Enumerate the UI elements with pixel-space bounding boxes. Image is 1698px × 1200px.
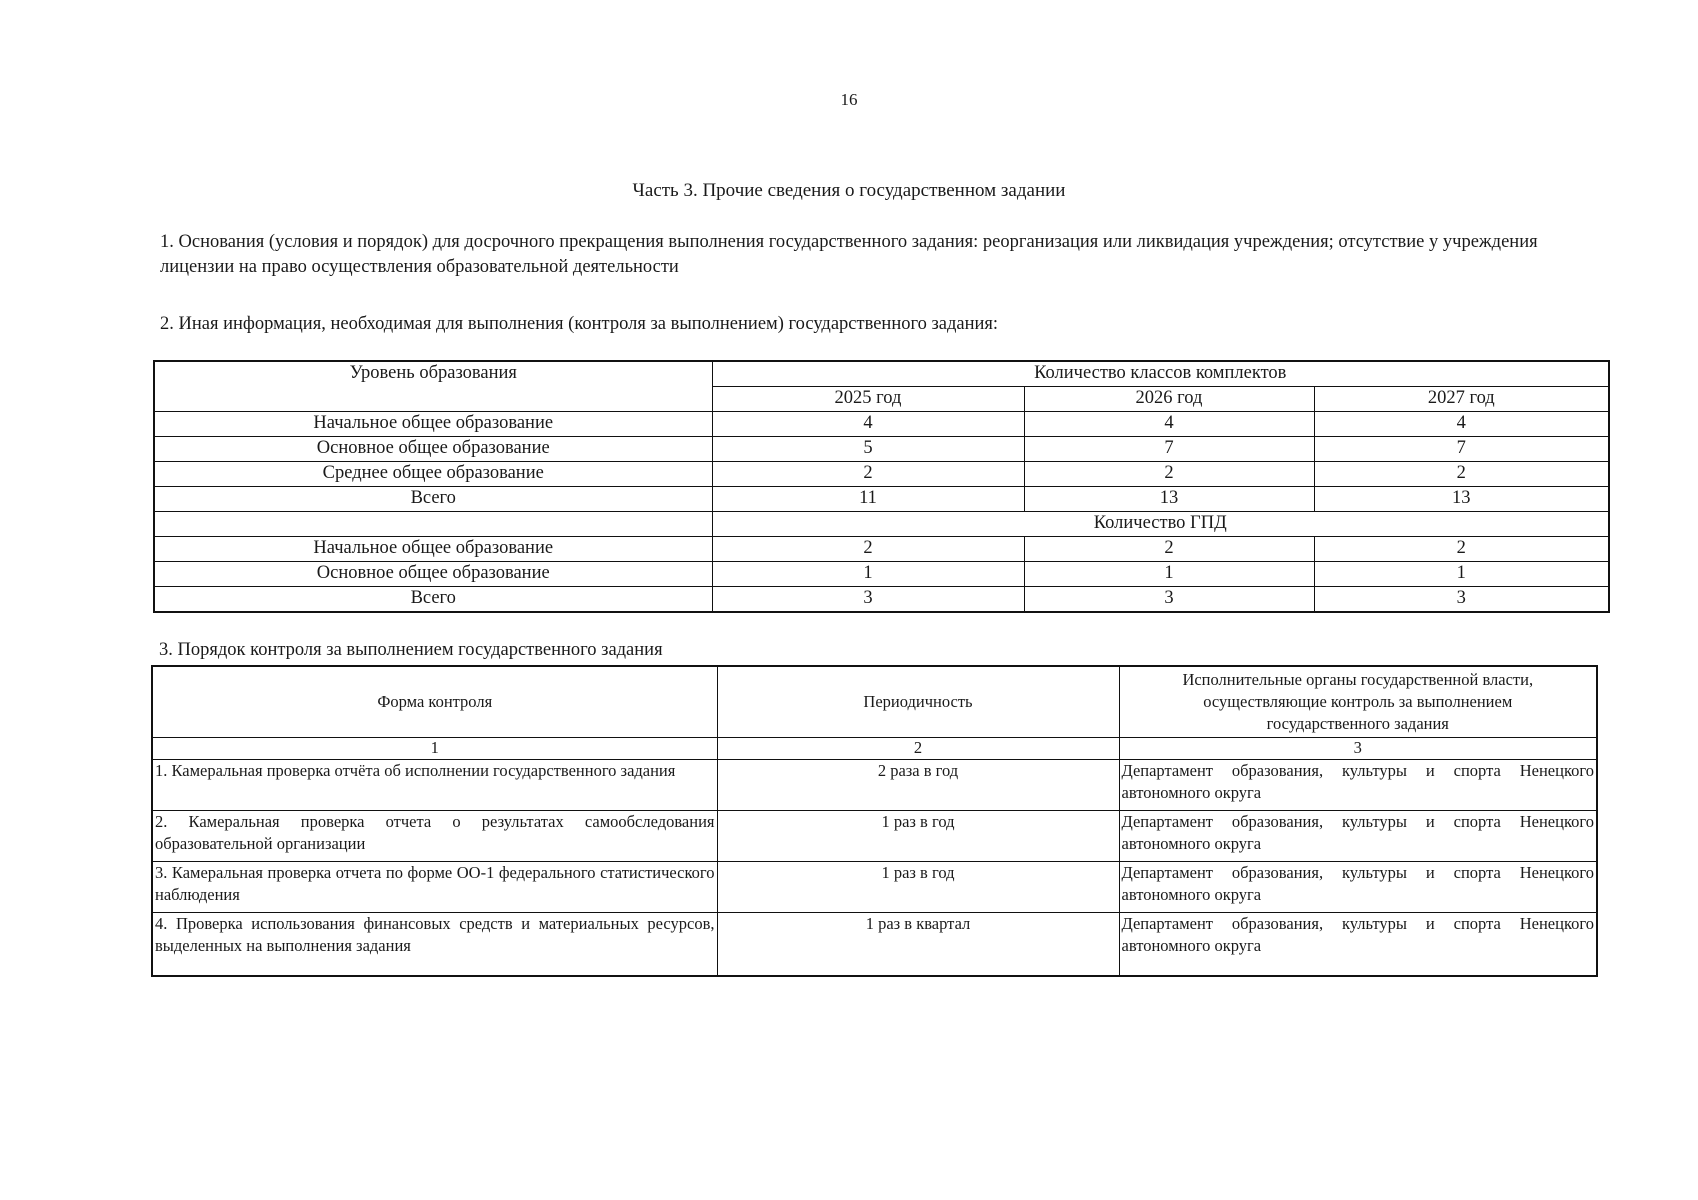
value-cell: 13	[1024, 487, 1314, 512]
value-cell: 1	[1314, 562, 1609, 587]
part-title: Часть 3. Прочие сведения о государственном задании	[632, 180, 1066, 201]
value-cell: 3	[712, 587, 1024, 613]
column-number: 3	[1119, 738, 1597, 760]
period-header: Периодичность	[717, 666, 1119, 738]
value-cell: 4	[712, 412, 1024, 437]
value-cell: 2	[1024, 462, 1314, 487]
table-row	[154, 412, 1609, 437]
column-number: 2	[717, 738, 1119, 760]
table-row	[152, 913, 1597, 977]
form-cell: 1. Камеральная проверка отчёта об исполнении государственного задания	[152, 760, 717, 811]
authority-cell: Департамент образования, культуры и спорта Ненецкого автономного округа	[1119, 913, 1597, 977]
form-header: Форма контроля	[152, 666, 717, 738]
value-cell: 11	[712, 487, 1024, 512]
period-cell: 1 раз в год	[717, 862, 1119, 913]
gpd-header: Количество ГПД	[712, 512, 1609, 537]
empty-cell	[154, 512, 712, 537]
column-numbers-row	[152, 738, 1597, 760]
value-cell: 3	[1024, 587, 1314, 613]
year-header: 2027 год	[1314, 387, 1609, 412]
level-cell: Всего	[154, 487, 712, 512]
authority-cell: Департамент образования, культуры и спорта Ненецкого автономного округа	[1119, 811, 1597, 862]
classes-table	[153, 360, 1610, 613]
table-header-row	[152, 666, 1597, 738]
value-cell: 2	[712, 462, 1024, 487]
period-cell: 2 раза в год	[717, 760, 1119, 811]
value-cell: 5	[712, 437, 1024, 462]
table-row	[154, 437, 1609, 462]
level-cell: Всего	[154, 587, 712, 613]
value-cell: 3	[1314, 587, 1609, 613]
table-row	[152, 811, 1597, 862]
table-header-row	[154, 361, 1609, 387]
value-cell: 4	[1024, 412, 1314, 437]
level-cell: Среднее общее образование	[154, 462, 712, 487]
authority-cell: Департамент образования, культуры и спорта Ненецкого автономного округа	[1119, 862, 1597, 913]
value-cell: 2	[1024, 537, 1314, 562]
form-cell: 2. Камеральная проверка отчета о результатах самообследования образовательной организации	[152, 811, 717, 862]
value-cell: 13	[1314, 487, 1609, 512]
value-cell: 4	[1314, 412, 1609, 437]
value-cell: 2	[1314, 537, 1609, 562]
section-3-text: 3. Порядок контроля за выполнением государственного задания	[159, 640, 663, 660]
table-row	[154, 587, 1609, 613]
level-header: Уровень образования	[154, 361, 712, 412]
value-cell: 7	[1314, 437, 1609, 462]
table-row	[154, 562, 1609, 587]
gpd-header-row	[154, 512, 1609, 537]
section-2-text: 2. Иная информация, необходимая для выполнения (контроля за выполнением) государственного задания:	[160, 314, 999, 334]
period-cell: 1 раз в квартал	[717, 913, 1119, 977]
table-row	[152, 862, 1597, 913]
period-cell: 1 раз в год	[717, 811, 1119, 862]
level-cell: Начальное общее образование	[154, 537, 712, 562]
form-cell: 4. Проверка использования финансовых средств и материальных ресурсов, выделенных на выполнения задания	[152, 913, 717, 977]
table-row	[152, 760, 1597, 811]
value-cell: 7	[1024, 437, 1314, 462]
page-number: 16	[840, 90, 858, 109]
year-header: 2026 год	[1024, 387, 1314, 412]
authority-header: Исполнительные органы государственной власти, осуществляющие контроль за выполнением государственного задания	[1119, 666, 1597, 738]
form-cell: 3. Камеральная проверка отчета по форме ОО-1 федерального статистического наблюдения	[152, 862, 717, 913]
column-number: 1	[152, 738, 717, 760]
table-row	[154, 487, 1609, 512]
level-cell: Основное общее образование	[154, 437, 712, 462]
value-cell: 2	[712, 537, 1024, 562]
year-header: 2025 год	[712, 387, 1024, 412]
level-cell: Основное общее образование	[154, 562, 712, 587]
section-1-text: 1. Основания (условия и порядок) для досрочного прекращения выполнения государственного задания: реорганизация или ликвидация учреждения; отсутствие у учреждения лицензии на право осуществления образовательной деятельности	[160, 232, 1538, 277]
table-row	[154, 462, 1609, 487]
value-cell: 1	[712, 562, 1024, 587]
control-table	[151, 665, 1598, 977]
value-cell: 2	[1314, 462, 1609, 487]
level-cell: Начальное общее образование	[154, 412, 712, 437]
classes-header: Количество классов комплектов	[712, 361, 1609, 387]
value-cell: 1	[1024, 562, 1314, 587]
authority-cell: Департамент образования, культуры и спорта Ненецкого автономного округа	[1119, 760, 1597, 811]
table-row	[154, 537, 1609, 562]
